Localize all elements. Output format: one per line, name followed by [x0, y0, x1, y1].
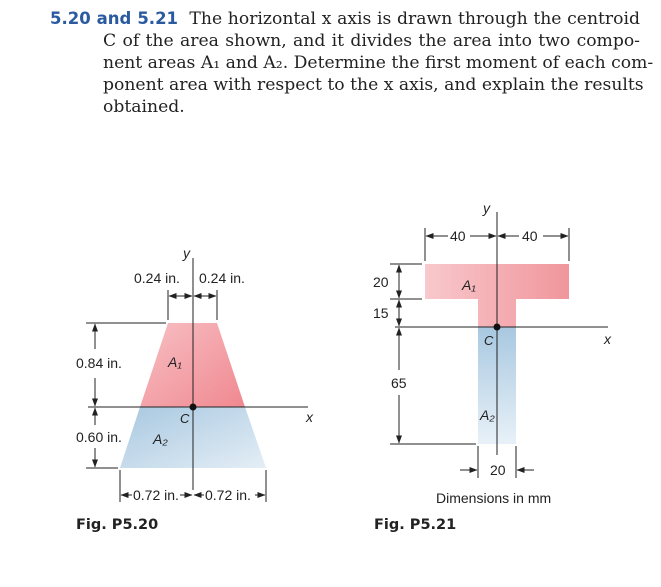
fig21-units-note: Dimensions in mm: [436, 490, 552, 506]
fig21-y-label: y: [483, 200, 490, 216]
fig20-caption: Fig. P5.20: [76, 517, 159, 533]
fig21-dim-65: 65: [391, 375, 407, 391]
fig20-y-label: y: [183, 245, 190, 261]
fig20-dim-top-right: 0.24 in.: [199, 270, 245, 286]
fig21-caption: Fig. P5.21: [374, 517, 457, 533]
fig20-a1-label: A₁: [168, 354, 182, 370]
fig20-centroid-label: C: [180, 411, 190, 426]
problem-text-1: The horizontal x axis is drawn through the centroid: [189, 9, 640, 29]
fig20-dim-bottom-right: 0.72 in.: [205, 487, 251, 503]
fig21-dim-flange: 20: [373, 274, 389, 290]
fig20-dim-h1: 0.84 in.: [76, 355, 122, 371]
fig21-centroid-label: C: [484, 333, 494, 348]
figure-p5-21: [373, 200, 612, 506]
fig21-dim-web: 20: [490, 462, 506, 478]
fig20-dim-bottom-left: 0.72 in.: [133, 487, 179, 503]
fig21-a1-label: A₁: [462, 277, 476, 293]
fig21-dim-15: 15: [373, 305, 389, 321]
fig20-centroid-dot: [190, 404, 197, 411]
problem-line-5: obtained.: [103, 97, 185, 117]
problem-number: 5.20 and 5.21: [50, 9, 179, 28]
problem-line-4: ponent area with respect to the x axis, and explain the results: [103, 75, 644, 95]
figure-p5-20: [76, 245, 314, 503]
fig21-dim-top-right: 40: [522, 228, 538, 244]
fig21-x-label: x: [604, 331, 611, 347]
problem-line-3: nent areas A₁ and A₂. Determine the first moment of each com-: [103, 53, 654, 73]
fig20-x-label: x: [306, 409, 313, 425]
problem-line-2: C of the area shown, and it divides the area into two compo-: [103, 31, 640, 51]
fig20-dim-h2: 0.60 in.: [76, 429, 122, 445]
fig21-a2-label: A₂: [480, 407, 495, 423]
fig21-centroid-dot: [494, 324, 501, 331]
fig21-dim-top-left: 40: [450, 228, 466, 244]
fig20-dim-top-left: 0.24 in.: [134, 270, 180, 286]
fig20-a2-label: A₂: [153, 431, 168, 447]
